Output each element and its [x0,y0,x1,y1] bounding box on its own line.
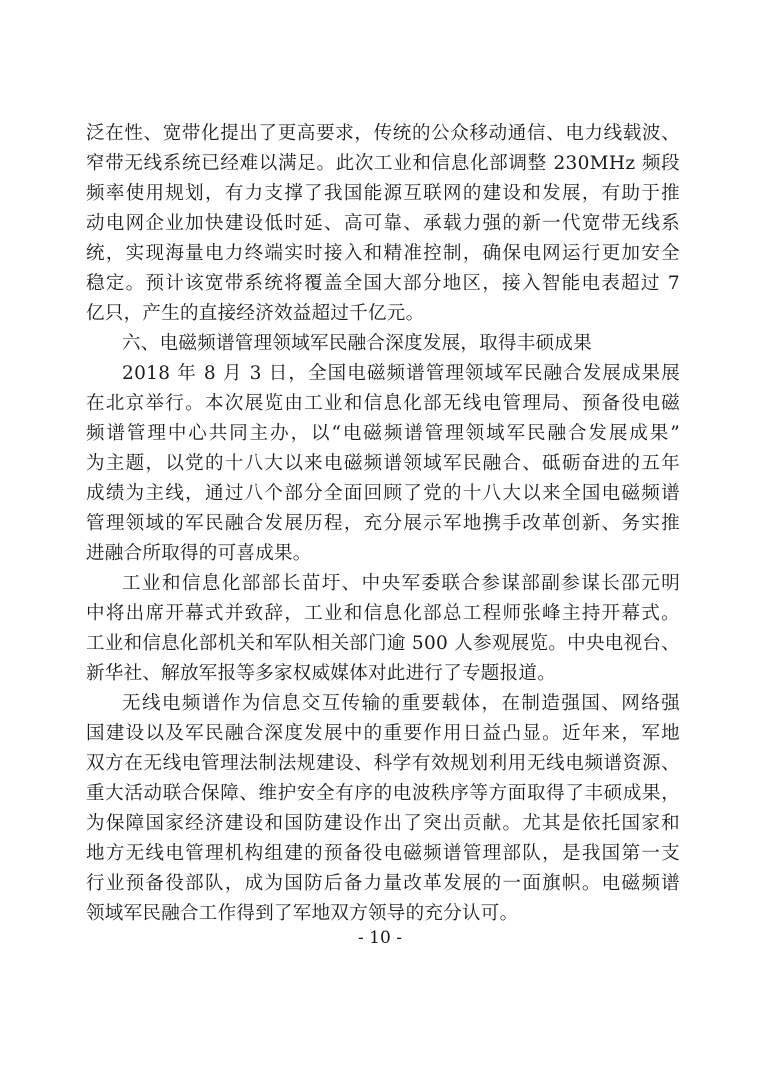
heading-line: 六、电磁频谱管理领域军民融合深度发展，取得丰硕成果 [122,333,593,354]
text-line: 地方无线电管理机构组建的预备役电磁频谱管理部队，是我国第一支 [86,843,680,864]
text-line: 泛在性、宽带化提出了更高要求，传统的公众移动通信、电力线载波、 [86,123,680,144]
text-line: 无线电频谱作为信息交互传输的重要载体，在制造强国、网络强 [122,693,680,714]
text-line: 领域军民融合工作得到了军地双方领导的充分认可。 [86,903,519,924]
text-line: 中将出席开幕式并致辞，工业和信息化部总工程师张峰主持开幕式。 [86,603,680,624]
text-line: 双方在无线电管理法制法规建设、科学有效规划利用无线电频谱资源、 [86,753,680,774]
text-line: 工业和信息化部机关和军队相关部门逾 500 人参观展览。中央电视台、 [86,633,680,654]
text-line: 管理领域的军民融合发展历程，充分展示军地携手改革创新、务实推 [86,513,680,534]
text-line: 稳定。预计该宽带系统将覆盖全国大部分地区，接入智能电表超过 7 [86,273,680,294]
text-line: 行业预备役部队，成为国防后备力量改革发展的一面旗帜。电磁频谱 [86,873,680,894]
text-line: 为主题，以党的十八大以来电磁频谱领域军民融合、砥砺奋进的五年 [86,453,680,474]
text-line: 动电网企业加快建设低时延、高可靠、承载力强的新一代宽带无线系 [86,213,680,234]
text-line: 成绩为主线，通过八个部分全面回顾了党的十八大以来全国电磁频谱 [86,483,680,504]
text-line: 频率使用规划，有力支撑了我国能源互联网的建设和发展，有助于推 [86,183,680,204]
text-line: 重大活动联合保障、维护安全有序的电波秩序等方面取得了丰硕成果， [86,783,680,804]
text-line: 在北京举行。本次展览由工业和信息化部无线电管理局、预备役电磁 [86,393,680,414]
text-line: 国建设以及军民融合深度发展中的重要作用日益凸显。近年来，军地 [86,723,680,744]
text-line: 统，实现海量电力终端实时接入和精准控制，确保电网运行更加安全 [86,243,680,264]
text-line: 为保障国家经济建设和国防建设作出了突出贡献。尤其是依托国家和 [86,813,680,834]
page-number: - 10 - [358,928,402,948]
text-line: 新华社、解放军报等多家权威媒体对此进行了专题报道。 [86,663,557,684]
text-line: 亿只，产生的直接经济效益超过千亿元。 [86,303,425,324]
text-line: 频谱管理中心共同主办，以“电磁频谱管理领域军民融合发展成果” [86,423,680,444]
text-line: 工业和信息化部部长苗圩、中央军委联合参谋部副参谋长邵元明 [122,573,680,594]
text-line: 进融合所取得的可喜成果。 [86,543,312,564]
text-line: 窄带无线系统已经难以满足。此次工业和信息化部调整 230MHz 频段 [86,153,680,174]
text-line: 2018 年 8 月 3 日，全国电磁频谱管理领域军民融合发展成果展 [122,363,680,384]
